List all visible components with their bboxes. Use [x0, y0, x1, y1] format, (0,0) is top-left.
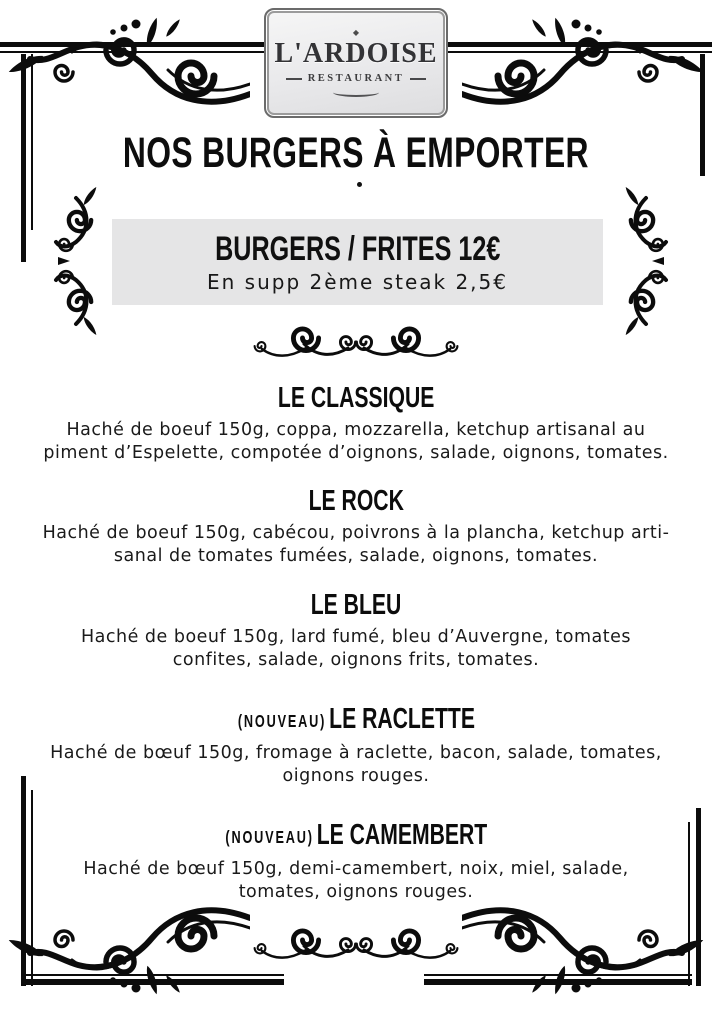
item-description [0, 419, 712, 465]
item-description-line-2: piment d’Espelette, compotée d’oignons, salade, oignons, tomates. [43, 443, 669, 463]
item-description [0, 742, 712, 788]
menu-item-le-bleu [0, 590, 712, 672]
item-description-line-2: tomates, oignons rouges. [238, 882, 474, 902]
item-new-badge: (NOUVEAU) [237, 711, 326, 731]
item-description-line-1: Haché de bœuf 150g, fromage à raclette, bacon, salade, tomates, [50, 743, 662, 763]
offer-panel [112, 219, 603, 305]
corner-flourish-bottom-left-icon [0, 900, 250, 998]
item-heading-text [308, 486, 403, 517]
item-new-badge: (NOUVEAU) [225, 827, 314, 847]
offer-subheading: En supp 2ème steak 2,5€ [207, 269, 508, 294]
page-title [0, 130, 712, 176]
item-heading [0, 383, 712, 414]
divider-swirl-top-icon [248, 316, 464, 364]
corner-flourish-top-left-icon [0, 14, 250, 112]
item-name: LE CLASSIQUE [277, 382, 435, 414]
item-description-line-2: oignons rouges. [282, 766, 430, 786]
item-name: LE CAMEMBERT [316, 819, 487, 851]
item-heading [0, 590, 712, 621]
title-dot [357, 182, 362, 187]
item-description-line-1: Haché de bœuf 150g, demi-camembert, noix, miel, salade, [83, 859, 629, 879]
menu-item-le-camembert [0, 820, 712, 904]
logo-subtitle-row [286, 73, 427, 84]
item-name: LE BLEU [310, 589, 402, 621]
item-name: LE ROCK [308, 485, 404, 517]
logo-diamond-icon: ◆ [352, 28, 360, 37]
offer-heading [165, 231, 550, 267]
offer-heading-text: BURGERS / FRITES 12€ [214, 229, 501, 268]
item-description [0, 858, 712, 904]
restaurant-logo-badge [264, 8, 448, 118]
corner-flourish-bottom-right-icon [462, 900, 712, 998]
side-flourish-right-icon [612, 186, 676, 336]
item-description [0, 626, 712, 672]
item-heading-text [225, 820, 487, 853]
logo-swirl-icon [333, 88, 379, 97]
page-title-text: NOS BURGERS À EMPORTER [122, 129, 590, 177]
item-description-line-2: sanal de tomates fumées, salade, oignons, tomates. [113, 546, 599, 566]
item-description-line-1: Haché de boeuf 150g, lard fumé, bleu d’Auvergne, tomates [80, 627, 632, 647]
menu-item-le-rock [0, 486, 712, 568]
item-heading [0, 486, 712, 517]
logo-name: L'ARDOISE [274, 38, 438, 69]
item-heading [0, 704, 712, 737]
divider-swirl-bottom-icon [248, 918, 464, 966]
logo-subtitle: RESTAURANT [307, 73, 405, 84]
item-heading-text [278, 383, 434, 414]
corner-flourish-top-right-icon [462, 14, 712, 112]
item-heading-text [237, 704, 474, 737]
item-description-line-1: Haché de boeuf 150g, coppa, mozzarella, ketchup artisanal au [66, 420, 646, 440]
logo-dash-right-icon [410, 78, 426, 80]
side-flourish-left-icon [46, 186, 110, 336]
logo-dash-left-icon [286, 78, 302, 80]
item-heading [0, 820, 712, 853]
item-description-line-2: confites, salade, oignons frits, tomates. [172, 650, 540, 670]
menu-item-le-classique [0, 383, 712, 465]
item-description-line-1: Haché de boeuf 150g, cabécou, poivrons à la plancha, ketchup arti- [42, 523, 670, 543]
item-description [0, 522, 712, 568]
item-heading-text [311, 590, 402, 621]
menu-item-le-raclette [0, 704, 712, 788]
item-name: LE RACLETTE [328, 703, 475, 735]
